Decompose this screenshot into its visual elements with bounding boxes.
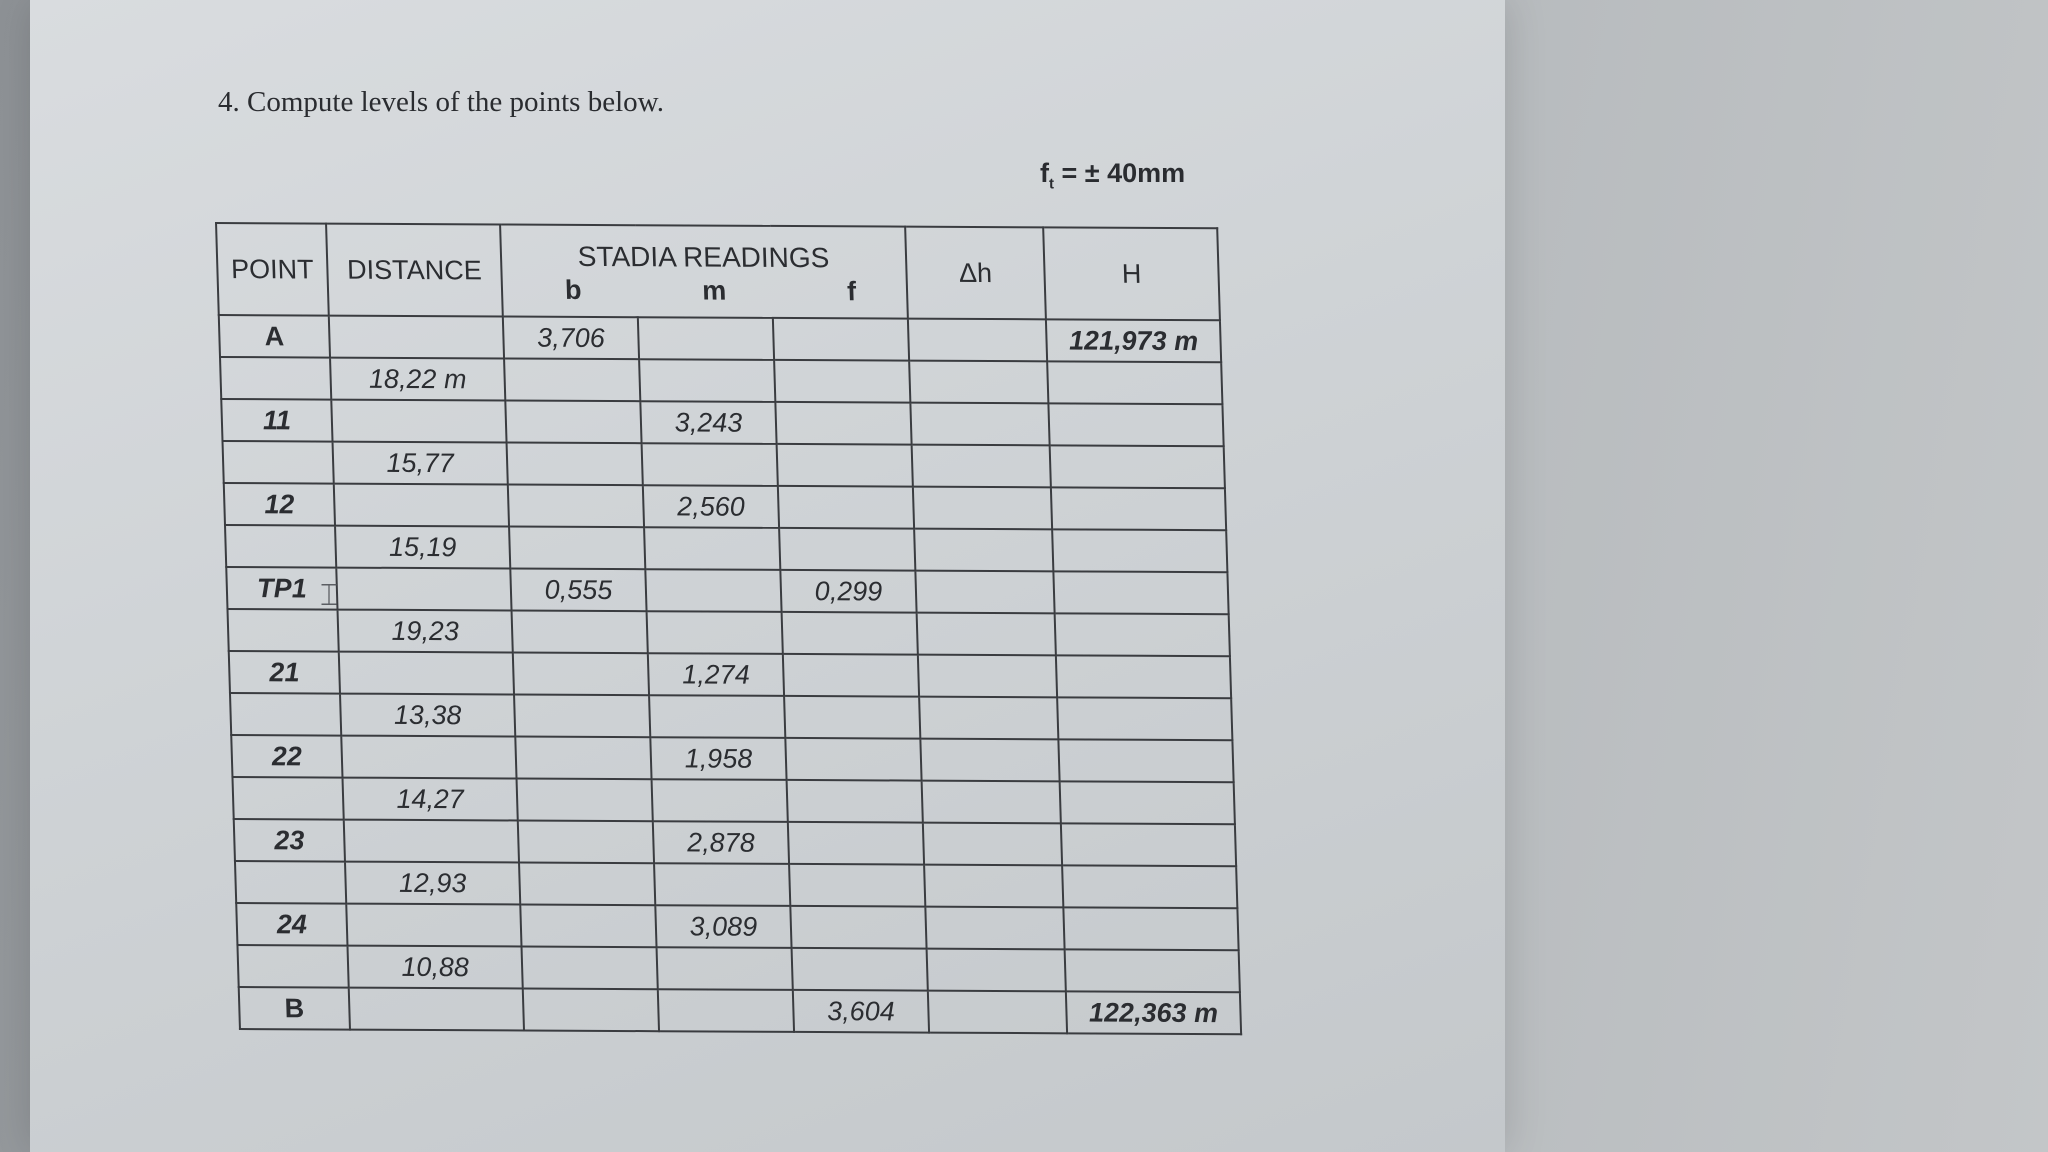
question-text: 4. Compute levels of the points below. — [218, 86, 664, 118]
cell-m — [658, 989, 794, 1032]
cell-b — [508, 484, 644, 527]
header-point: POINT — [216, 223, 329, 316]
cell-h — [1050, 445, 1225, 488]
cell-m — [645, 569, 781, 612]
cell-point — [232, 777, 343, 820]
table-row — [221, 399, 1223, 446]
cell-f — [782, 612, 918, 655]
cell-delta-h — [927, 949, 1066, 992]
cell-f — [774, 360, 910, 403]
cell-point: A — [219, 315, 330, 358]
cell-h — [1061, 823, 1236, 866]
cell-m: 1,958 — [650, 737, 786, 780]
cell-point: 12 — [224, 483, 335, 526]
cell-f — [788, 822, 924, 865]
cell-delta-h — [920, 739, 1059, 782]
cell-delta-h — [909, 361, 1048, 404]
table-row — [224, 483, 1226, 530]
cell-h — [1052, 529, 1227, 572]
cell-point: 11 — [221, 399, 332, 442]
cell-b — [515, 736, 651, 779]
cell-f — [790, 906, 926, 949]
table-row — [231, 735, 1233, 782]
cell-distance: 15,19 — [335, 526, 510, 569]
cell-b — [517, 778, 653, 821]
cell-distance: 12,93 — [345, 862, 520, 905]
cell-m: 3,089 — [655, 905, 791, 948]
table-row — [223, 441, 1225, 488]
cell-f — [778, 486, 914, 529]
table-header-row — [216, 223, 1220, 320]
cell-b — [512, 610, 648, 653]
cell-f — [783, 654, 919, 697]
cell-m — [657, 947, 793, 990]
cell-h — [1057, 697, 1232, 740]
levelling-table — [215, 222, 1242, 1035]
cell-point — [237, 945, 348, 988]
cell-b: 0,555 — [510, 568, 646, 611]
cell-f: 3,604 — [793, 990, 929, 1033]
cell-b — [522, 946, 658, 989]
table-row — [235, 861, 1237, 908]
cell-m — [654, 863, 790, 906]
text-cursor-icon: ⌶ — [320, 578, 338, 613]
cell-h — [1053, 571, 1228, 614]
cell-m — [649, 695, 785, 738]
cell-h: 122,363 m — [1066, 991, 1241, 1034]
cell-m: 2,878 — [653, 821, 789, 864]
cell-b — [504, 358, 640, 401]
cell-f — [777, 444, 913, 487]
cell-distance — [339, 652, 514, 695]
cell-f — [784, 696, 920, 739]
cell-f: 0,299 — [780, 570, 916, 613]
cell-distance — [329, 316, 504, 359]
cell-f — [779, 528, 915, 571]
cell-distance — [334, 484, 509, 527]
cell-point: 22 — [231, 735, 342, 778]
cell-m — [647, 611, 783, 654]
cell-m — [652, 779, 788, 822]
cell-delta-h — [908, 319, 1047, 362]
header-stadia-readings — [500, 224, 908, 318]
header-distance: DISTANCE — [326, 224, 503, 317]
cell-delta-h — [910, 403, 1049, 446]
cell-delta-h — [912, 445, 1051, 488]
cell-point: TP1 — [226, 567, 337, 610]
cell-distance: 10,88 — [347, 946, 522, 989]
cell-distance: 14,27 — [342, 778, 517, 821]
table-row — [239, 987, 1241, 1034]
cell-distance — [344, 820, 519, 863]
cell-h — [1048, 403, 1223, 446]
cell-h — [1062, 865, 1237, 908]
tolerance-value: = ± 40mm — [1061, 158, 1186, 188]
table-row — [226, 567, 1228, 614]
cell-m: 2,560 — [643, 485, 779, 528]
cell-distance: 19,23 — [338, 610, 513, 653]
cell-h — [1058, 739, 1233, 782]
cell-f — [792, 948, 928, 991]
cell-b — [509, 526, 645, 569]
table-row — [232, 777, 1234, 824]
cell-m — [644, 527, 780, 570]
cell-point — [235, 861, 346, 904]
cell-point — [230, 693, 341, 736]
cell-distance — [331, 400, 506, 443]
cell-distance — [336, 568, 511, 611]
cell-b: 3,706 — [503, 316, 639, 359]
cell-b — [505, 400, 641, 443]
cell-h — [1055, 613, 1230, 656]
cell-h — [1051, 487, 1226, 530]
cell-m: 1,274 — [648, 653, 784, 696]
tolerance-symbol: f — [1040, 158, 1049, 188]
cell-point: 24 — [236, 903, 347, 946]
cell-h — [1060, 781, 1235, 824]
table-row — [220, 357, 1222, 404]
cell-point: B — [239, 987, 350, 1030]
tolerance-label — [1040, 158, 1185, 192]
cell-f — [775, 402, 911, 445]
table-row — [229, 651, 1231, 698]
table-row — [230, 693, 1232, 740]
cell-distance: 18,22 m — [330, 358, 505, 401]
cell-delta-h — [914, 529, 1053, 572]
cell-m — [638, 317, 774, 360]
header-b: b — [564, 274, 582, 305]
cell-f — [773, 318, 909, 361]
cell-point — [220, 357, 331, 400]
cell-h — [1056, 655, 1231, 698]
cell-f — [789, 864, 925, 907]
cell-distance — [349, 988, 524, 1031]
cell-h — [1047, 361, 1222, 404]
table-row — [236, 903, 1238, 950]
cell-b — [514, 694, 650, 737]
cell-h — [1065, 949, 1240, 992]
table-row — [219, 315, 1221, 362]
header-m: m — [701, 275, 727, 306]
cell-m — [642, 443, 778, 486]
cell-delta-h — [925, 907, 1064, 950]
cell-b — [507, 442, 643, 485]
cell-delta-h — [922, 781, 1061, 824]
cell-delta-h — [915, 571, 1054, 614]
cell-b — [519, 862, 655, 905]
cell-f — [787, 780, 923, 823]
table-row — [234, 819, 1236, 866]
header-f: f — [846, 275, 857, 306]
cell-delta-h — [919, 697, 1058, 740]
cell-f — [785, 738, 921, 781]
cell-delta-h — [928, 991, 1067, 1034]
cell-point — [223, 441, 334, 484]
cell-point: 21 — [229, 651, 340, 694]
cell-delta-h — [924, 865, 1063, 908]
header-delta-h: Δh — [905, 227, 1046, 320]
cell-point — [227, 609, 338, 652]
cell-h: 121,973 m — [1046, 319, 1221, 362]
cell-h — [1063, 907, 1238, 950]
cell-m: 3,243 — [640, 401, 776, 444]
cell-b — [523, 988, 659, 1031]
cell-distance: 13,38 — [340, 694, 515, 737]
cell-distance — [346, 904, 521, 947]
cell-point — [225, 525, 336, 568]
cell-b — [520, 904, 656, 947]
cell-b — [518, 820, 654, 863]
header-h: H — [1043, 227, 1220, 320]
header-stadia-title: STADIA READINGS — [577, 240, 830, 273]
cell-delta-h — [918, 655, 1057, 698]
levelling-table-wrapper — [215, 222, 1242, 1035]
cell-distance — [341, 736, 516, 779]
cell-b — [513, 652, 649, 695]
cell-point: 23 — [234, 819, 345, 862]
table-row — [225, 525, 1227, 572]
cell-distance: 15,77 — [333, 442, 508, 485]
table-row — [227, 609, 1229, 656]
cell-delta-h — [923, 823, 1062, 866]
table-row — [237, 945, 1239, 992]
cell-m — [639, 359, 775, 402]
tolerance-subscript: t — [1049, 175, 1054, 193]
cell-delta-h — [913, 487, 1052, 530]
cell-delta-h — [917, 613, 1056, 656]
